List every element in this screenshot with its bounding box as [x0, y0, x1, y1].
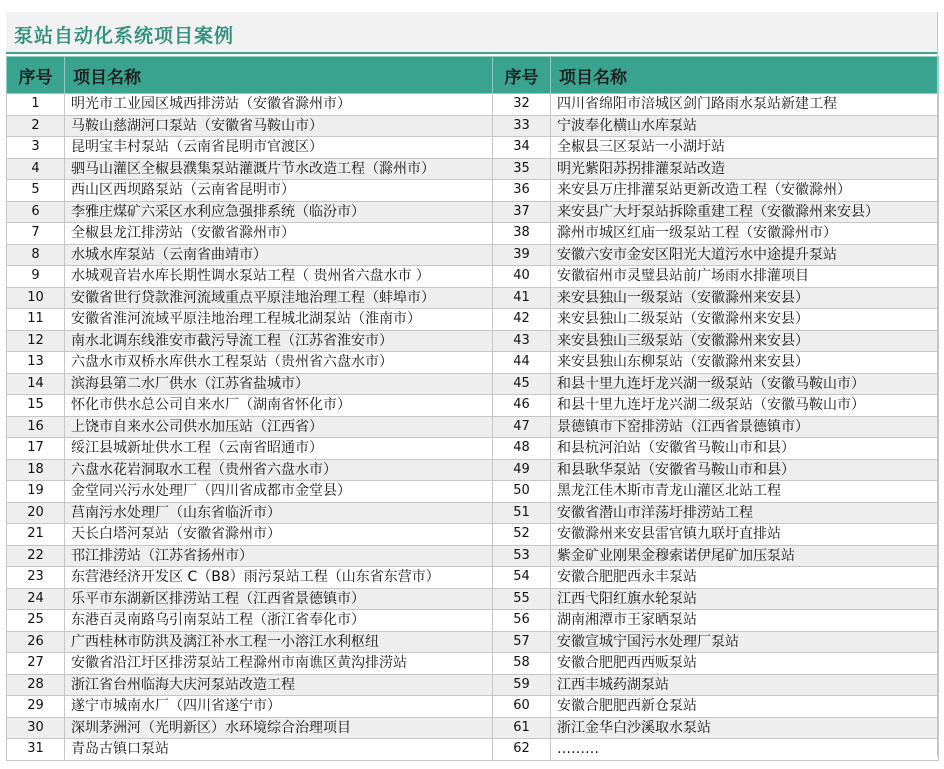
project-name-right: 宁波奉化横山水库泵站 [551, 115, 939, 137]
table-row [7, 266, 939, 288]
project-name-right: 和县杭河泊站（安徽省马鞍山市和县） [551, 438, 939, 460]
project-name-left: 南水北调东线淮安市截污导流工程（江苏省淮安市） [65, 330, 493, 352]
project-name-left: 怀化市供水总公司自来水厂（湖南省怀化市） [65, 395, 493, 417]
row-number-right: 50 [493, 481, 551, 503]
row-number-right: 44 [493, 352, 551, 374]
row-number-left: 12 [7, 330, 65, 352]
project-name-right: 安徽六安市金安区阳光大道污水中途提升泵站 [551, 244, 939, 266]
project-name-right: 安徽滁州来安县雷官镇九联圩直排站 [551, 524, 939, 546]
project-name-right: 黑龙江佳木斯市青龙山灌区北站工程 [551, 481, 939, 503]
row-number-right: 56 [493, 610, 551, 632]
project-name-right: 安徽宣城宁国污水处理厂泵站 [551, 631, 939, 653]
project-name-right: 浙江金华白沙溪取水泵站 [551, 717, 939, 739]
row-number-left: 18 [7, 459, 65, 481]
project-name-left: 绥江县城新址供水工程（云南省昭通市） [65, 438, 493, 460]
project-name-left: 安徽省沿江圩区排涝泵站工程滁州市南谯区黄沟排涝站 [65, 653, 493, 675]
header-no-left: 序号 [7, 57, 65, 94]
project-name-left: 驷马山灌区全椒县濮集泵站灌溉片节水改造工程（滁州市） [65, 158, 493, 180]
row-number-right: 59 [493, 674, 551, 696]
table-row [7, 137, 939, 159]
row-number-right: 60 [493, 696, 551, 718]
row-number-right: 34 [493, 137, 551, 159]
table-row [7, 438, 939, 460]
row-number-left: 28 [7, 674, 65, 696]
row-number-right: 55 [493, 588, 551, 610]
page-title: 泵站自动化系统项目案例 [14, 25, 235, 47]
project-name-left: 广西桂林市防洪及漓江补水工程一小溶江水利枢纽 [65, 631, 493, 653]
table-row [7, 201, 939, 223]
project-name-left: 水城水库泵站（云南省曲靖市） [65, 244, 493, 266]
project-name-left: 上饶市自来水公司供水加压站（江西省） [65, 416, 493, 438]
project-name-right: 四川省绵阳市涪城区剑门路雨水泵站新建工程 [551, 94, 939, 116]
project-name-left: 天长白塔河泵站（安徽省滁州市） [65, 524, 493, 546]
table-row [7, 330, 939, 352]
row-number-right: 61 [493, 717, 551, 739]
table-row [7, 158, 939, 180]
table-row [7, 395, 939, 417]
project-name-left: 马鞍山慈湖河口泵站（安徽省马鞍山市） [65, 115, 493, 137]
header-no-right: 序号 [493, 57, 551, 94]
table-row [7, 94, 939, 116]
project-name-left: 青岛古镇口泵站 [65, 739, 493, 761]
row-number-right: 49 [493, 459, 551, 481]
table-row [7, 287, 939, 309]
project-name-right: 全椒县三区泵站一小湖圩站 [551, 137, 939, 159]
table-row [7, 653, 939, 675]
row-number-right: 46 [493, 395, 551, 417]
project-name-left: 深圳茅洲河（光明新区）水环境综合治理项目 [65, 717, 493, 739]
table-row [7, 244, 939, 266]
project-name-right: 和县耿华泵站（安徽省马鞍山市和县） [551, 459, 939, 481]
row-number-right: 51 [493, 502, 551, 524]
row-number-right: 37 [493, 201, 551, 223]
project-name-right: 景德镇市下窑排涝站（江西省景德镇市） [551, 416, 939, 438]
project-name-right: 安徽合肥肥西永丰泵站 [551, 567, 939, 589]
row-number-right: 38 [493, 223, 551, 245]
row-number-left: 21 [7, 524, 65, 546]
row-number-left: 14 [7, 373, 65, 395]
title-bar [6, 12, 938, 54]
row-number-right: 41 [493, 287, 551, 309]
table-row [7, 459, 939, 481]
table-row [7, 696, 939, 718]
project-name-right: 来安县万庄排灌泵站更新改造工程（安徽滁州） [551, 180, 939, 202]
table-row [7, 739, 939, 761]
row-number-left: 11 [7, 309, 65, 331]
table-row [7, 416, 939, 438]
table-right-border [937, 12, 938, 756]
row-number-left: 25 [7, 610, 65, 632]
project-name-left: 莒南污水处理厂（山东省临沂市） [65, 502, 493, 524]
project-name-left: 水城观音岩水库长期性调水泵站工程（ 贵州省六盘水市 ） [65, 266, 493, 288]
row-number-left: 19 [7, 481, 65, 503]
table-row [7, 373, 939, 395]
header-name-right: 项目名称 [551, 57, 939, 94]
project-name-left: 浙江省台州临海大庆河泵站改造工程 [65, 674, 493, 696]
project-name-left: 遂宁市城南水厂（四川省遂宁市） [65, 696, 493, 718]
project-name-left: 金堂同兴污水处理厂（四川省成都市金堂县） [65, 481, 493, 503]
project-name-right: 安徽省潜山市洋荡圩排涝站工程 [551, 502, 939, 524]
row-number-left: 6 [7, 201, 65, 223]
row-number-right: 36 [493, 180, 551, 202]
project-name-left: 邗江排涝站（江苏省扬州市） [65, 545, 493, 567]
row-number-left: 13 [7, 352, 65, 374]
row-number-right: 58 [493, 653, 551, 675]
project-name-right: 来安县独山三级泵站（安徽滁州来安县） [551, 330, 939, 352]
row-number-right: 54 [493, 567, 551, 589]
project-name-left: 六盘水市双桥水库供水工程泵站（贵州省六盘水市） [65, 352, 493, 374]
project-name-right: ……… [551, 739, 939, 761]
project-name-right: 安徽宿州市灵璧县站前广场雨水排灌项目 [551, 266, 939, 288]
table-row [7, 588, 939, 610]
row-number-left: 9 [7, 266, 65, 288]
row-number-left: 20 [7, 502, 65, 524]
row-number-right: 40 [493, 266, 551, 288]
row-number-left: 10 [7, 287, 65, 309]
row-number-right: 52 [493, 524, 551, 546]
row-number-right: 32 [493, 94, 551, 116]
table-row [7, 180, 939, 202]
row-number-left: 17 [7, 438, 65, 460]
project-name-right: 和县十里九连圩龙兴湖二级泵站（安徽马鞍山市） [551, 395, 939, 417]
project-name-left: 滨海县第二水厂供水（江苏省盐城市） [65, 373, 493, 395]
table-row [7, 717, 939, 739]
table-row [7, 309, 939, 331]
project-name-left: 西山区西坝路泵站（云南省昆明市） [65, 180, 493, 202]
row-number-right: 47 [493, 416, 551, 438]
project-name-right: 紫金矿业刚果金穆索诺伊尾矿加压泵站 [551, 545, 939, 567]
row-number-left: 31 [7, 739, 65, 761]
project-name-right: 江西丰城药湖泵站 [551, 674, 939, 696]
row-number-right: 62 [493, 739, 551, 761]
row-number-left: 1 [7, 94, 65, 116]
row-number-right: 33 [493, 115, 551, 137]
table-row [7, 524, 939, 546]
project-name-right: 来安县广大圩泵站拆除重建工程（安徽滁州来安县） [551, 201, 939, 223]
project-name-right: 江西弋阳红旗水轮泵站 [551, 588, 939, 610]
project-name-left: 六盘水花岩洞取水工程（贵州省六盘水市） [65, 459, 493, 481]
project-name-left: 东港百灵南路乌引南泵站工程（浙江省奉化市） [65, 610, 493, 632]
table-row [7, 481, 939, 503]
project-name-left: 明光市工业园区城西排涝站（安徽省滁州市） [65, 94, 493, 116]
row-number-right: 53 [493, 545, 551, 567]
table-row [7, 352, 939, 374]
row-number-left: 27 [7, 653, 65, 675]
row-number-left: 7 [7, 223, 65, 245]
row-number-right: 39 [493, 244, 551, 266]
row-number-right: 57 [493, 631, 551, 653]
project-name-right: 安徽合肥肥西西贩泵站 [551, 653, 939, 675]
header-name-left: 项目名称 [65, 57, 493, 94]
table-header-row [7, 57, 939, 94]
project-name-right: 和县十里九连圩龙兴湖一级泵站（安徽马鞍山市） [551, 373, 939, 395]
table-row [7, 502, 939, 524]
project-name-left: 昆明宝丰村泵站（云南省昆明市官渡区） [65, 137, 493, 159]
table-row [7, 610, 939, 632]
table-row [7, 674, 939, 696]
project-name-right: 安徽合肥肥西新仓泵站 [551, 696, 939, 718]
project-name-right: 滁州市城区红庙一级泵站工程（安徽滁州市） [551, 223, 939, 245]
project-name-left: 安徽省世行贷款淮河流域重点平原洼地治理工程（蚌埠市） [65, 287, 493, 309]
row-number-left: 8 [7, 244, 65, 266]
row-number-left: 3 [7, 137, 65, 159]
row-number-left: 5 [7, 180, 65, 202]
project-name-right: 来安县独山一级泵站（安徽滁州来安县） [551, 287, 939, 309]
table-row [7, 545, 939, 567]
project-name-left: 全椒县龙江排涝站（安徽省滁州市） [65, 223, 493, 245]
project-table [6, 56, 939, 761]
row-number-left: 24 [7, 588, 65, 610]
table-row [7, 115, 939, 137]
row-number-right: 45 [493, 373, 551, 395]
project-name-right: 明光紫阳苏拐排灌泵站改造 [551, 158, 939, 180]
project-name-left: 乐平市东湖新区排涝站工程（江西省景德镇市） [65, 588, 493, 610]
table-row [7, 223, 939, 245]
row-number-left: 30 [7, 717, 65, 739]
row-number-right: 42 [493, 309, 551, 331]
row-number-left: 2 [7, 115, 65, 137]
project-name-right: 湖南湘潭市王家晒泵站 [551, 610, 939, 632]
table-row [7, 567, 939, 589]
row-number-left: 26 [7, 631, 65, 653]
table-row [7, 631, 939, 653]
project-name-left: 东营港经济开发区 C（B8）雨污泵站工程（山东省东营市） [65, 567, 493, 589]
row-number-left: 4 [7, 158, 65, 180]
row-number-left: 29 [7, 696, 65, 718]
row-number-left: 16 [7, 416, 65, 438]
row-number-right: 43 [493, 330, 551, 352]
row-number-right: 35 [493, 158, 551, 180]
row-number-left: 23 [7, 567, 65, 589]
row-number-right: 48 [493, 438, 551, 460]
project-name-left: 安徽省淮河流域平原洼地治理工程城北湖泵站（淮南市） [65, 309, 493, 331]
project-name-left: 李雅庄煤矿六采区水利应急强排系统（临汾市） [65, 201, 493, 223]
project-name-right: 来安县独山东柳泵站（安徽滁州来安县） [551, 352, 939, 374]
project-name-right: 来安县独山二级泵站（安徽滁州来安县） [551, 309, 939, 331]
row-number-left: 22 [7, 545, 65, 567]
row-number-left: 15 [7, 395, 65, 417]
